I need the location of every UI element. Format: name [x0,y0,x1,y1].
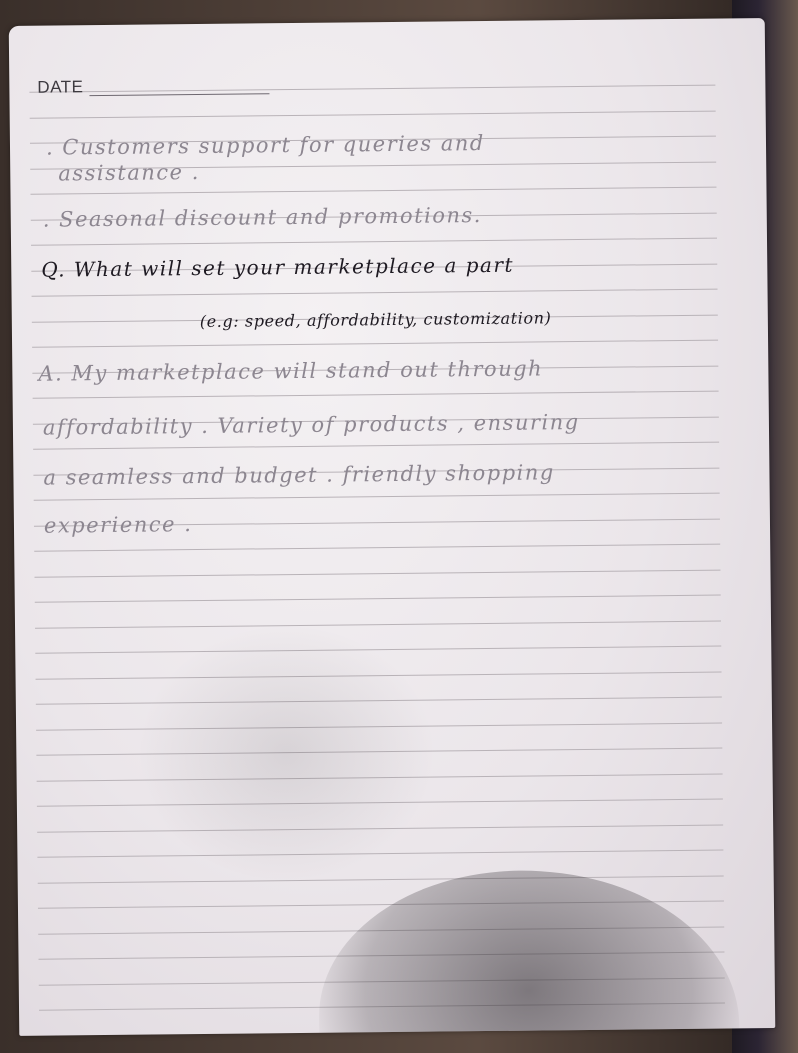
answer-line-4: experience . [43,512,193,538]
handwritten-line-2: assistance . [58,159,200,186]
question-line: Q. What will set your marketplace a part [41,252,515,282]
ruled-line [34,544,720,552]
answer-line-3: a seamless and budget . friendly shopping [43,460,555,490]
ruled-line [34,569,720,577]
ruled-line [29,85,715,93]
handwritten-line-1: . Customers support for queries and [45,131,485,160]
question-hint-line: (e.g: speed, affordability, customization) [199,308,552,332]
notebook-page [9,18,776,1036]
ruled-line [32,340,718,348]
ruled-line [35,620,721,628]
ruled-line [33,442,719,450]
handwritten-line-3: . Seasonal discount and promotions. [42,203,483,232]
ruled-line [34,493,720,501]
date-label: DATE [37,77,84,97]
ruled-line [31,238,717,246]
ruled-line [38,875,724,883]
ruled-line [32,289,718,297]
ruled-line [35,595,721,603]
ruled-line [30,110,716,118]
answer-line-2: affordability . Variety of products , ensuring [42,410,580,440]
answer-line-1: A. My marketplace will stand out through [38,356,544,386]
ruled-line [33,391,719,399]
ruled-line [30,187,716,195]
